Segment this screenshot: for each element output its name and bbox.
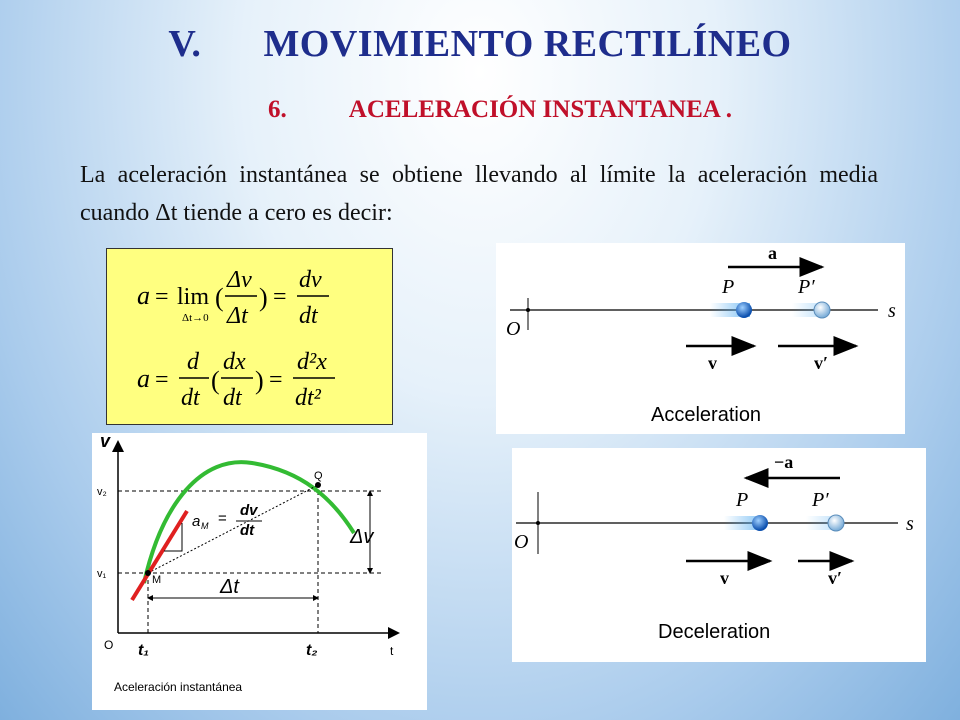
graph-caption: Aceleración instantánea (114, 680, 243, 694)
t1-label: t₁ (138, 642, 149, 659)
velocity-graph-panel (92, 433, 427, 710)
f1-delta-t: Δt (227, 303, 248, 329)
slope-eq: = (218, 510, 227, 527)
formulas-svg (107, 249, 392, 424)
f1-eq: = (155, 284, 169, 310)
velocity-graph (92, 433, 427, 710)
title-number: V. (168, 23, 202, 65)
subtitle-number: 6. (268, 96, 287, 123)
f2-rparen: ) (255, 366, 264, 395)
delta-t-label: Δt (220, 576, 239, 598)
o-label: O (506, 318, 521, 340)
f2-eq2: = (269, 367, 283, 393)
v-prime-label: v′ (828, 568, 843, 588)
deceleration-diagram (512, 448, 926, 662)
f2-dt1: dt (181, 385, 200, 411)
v-prime-label: v′ (814, 353, 829, 373)
f1-rparen: ) (259, 283, 268, 312)
f1-lim-sub: Δt→0 (182, 312, 209, 324)
f1-eq2: = (273, 284, 287, 310)
p-label: P (736, 489, 749, 511)
v-label: v (720, 568, 729, 588)
f1-lim: lim (177, 284, 210, 310)
subtitle-text: ACELERACIÓN INSTANTANEA . (348, 96, 732, 123)
s-label: s (906, 513, 914, 535)
slope-a: a (192, 513, 201, 530)
f1-dv: dv (299, 267, 322, 293)
v2-label: v₂ (97, 486, 107, 498)
f2-dt2: dt (223, 385, 242, 411)
formula-box (106, 248, 393, 425)
delta-v-label: Δv (350, 526, 374, 548)
o-label: O (514, 531, 529, 553)
f2-d2x: d²x (297, 349, 327, 375)
p-prime-label: P′ (798, 276, 815, 298)
point-q-label: Q (314, 470, 323, 482)
v-label: v (708, 353, 717, 373)
origin-dot (526, 308, 530, 312)
f2-eq: = (155, 367, 169, 393)
x-axis-label: t (390, 644, 394, 658)
point-m-label: M (152, 574, 162, 586)
f2-lparen: ( (211, 366, 220, 395)
slope-dt: dt (240, 522, 255, 539)
acceleration-caption: Acceleration (651, 404, 762, 426)
f1-dt: dt (299, 303, 318, 329)
f1-delta-v: Δv (227, 267, 252, 293)
body-paragraph: La aceleración instantánea se obtiene llevando al límite la aceleración media cuando Δt tiende a cero es decir: (80, 162, 878, 226)
p-prime-label: P′ (812, 489, 829, 511)
p-prime-ball (828, 515, 844, 531)
p-prime-ball (814, 302, 830, 318)
acceleration-panel (496, 243, 905, 434)
f2-a: a (137, 364, 150, 393)
f2-dx: dx (223, 349, 246, 375)
s-label: s (888, 300, 896, 322)
p-ball (752, 515, 768, 531)
tangent-line (132, 511, 187, 600)
f1-a: a (137, 281, 150, 310)
slope-dv: dv (240, 502, 258, 519)
t2-label: t₂ (306, 642, 318, 659)
f1-lparen: ( (215, 283, 224, 312)
v1-label: v₁ (97, 568, 107, 580)
slide-subtitle (0, 96, 960, 124)
point-m (145, 570, 151, 576)
origin-dot (536, 521, 540, 525)
neg-a-label: −a (774, 452, 794, 472)
a-label: a (768, 243, 777, 263)
p-ball (736, 302, 752, 318)
f2-d: d (187, 349, 199, 375)
origin-label: O (104, 638, 114, 652)
slope-sub: M (201, 521, 209, 531)
acceleration-diagram (496, 243, 905, 434)
point-q (315, 482, 321, 488)
f2-dt2-den: dt² (295, 385, 321, 411)
p-label: P (722, 276, 735, 298)
slide-title (0, 22, 960, 66)
secant-line (148, 485, 318, 573)
y-axis-label: v (100, 433, 111, 451)
deceleration-panel (512, 448, 926, 662)
deceleration-caption: Deceleration (658, 621, 771, 643)
title-text: MOVIMIENTO RECTILÍNEO (263, 23, 792, 65)
